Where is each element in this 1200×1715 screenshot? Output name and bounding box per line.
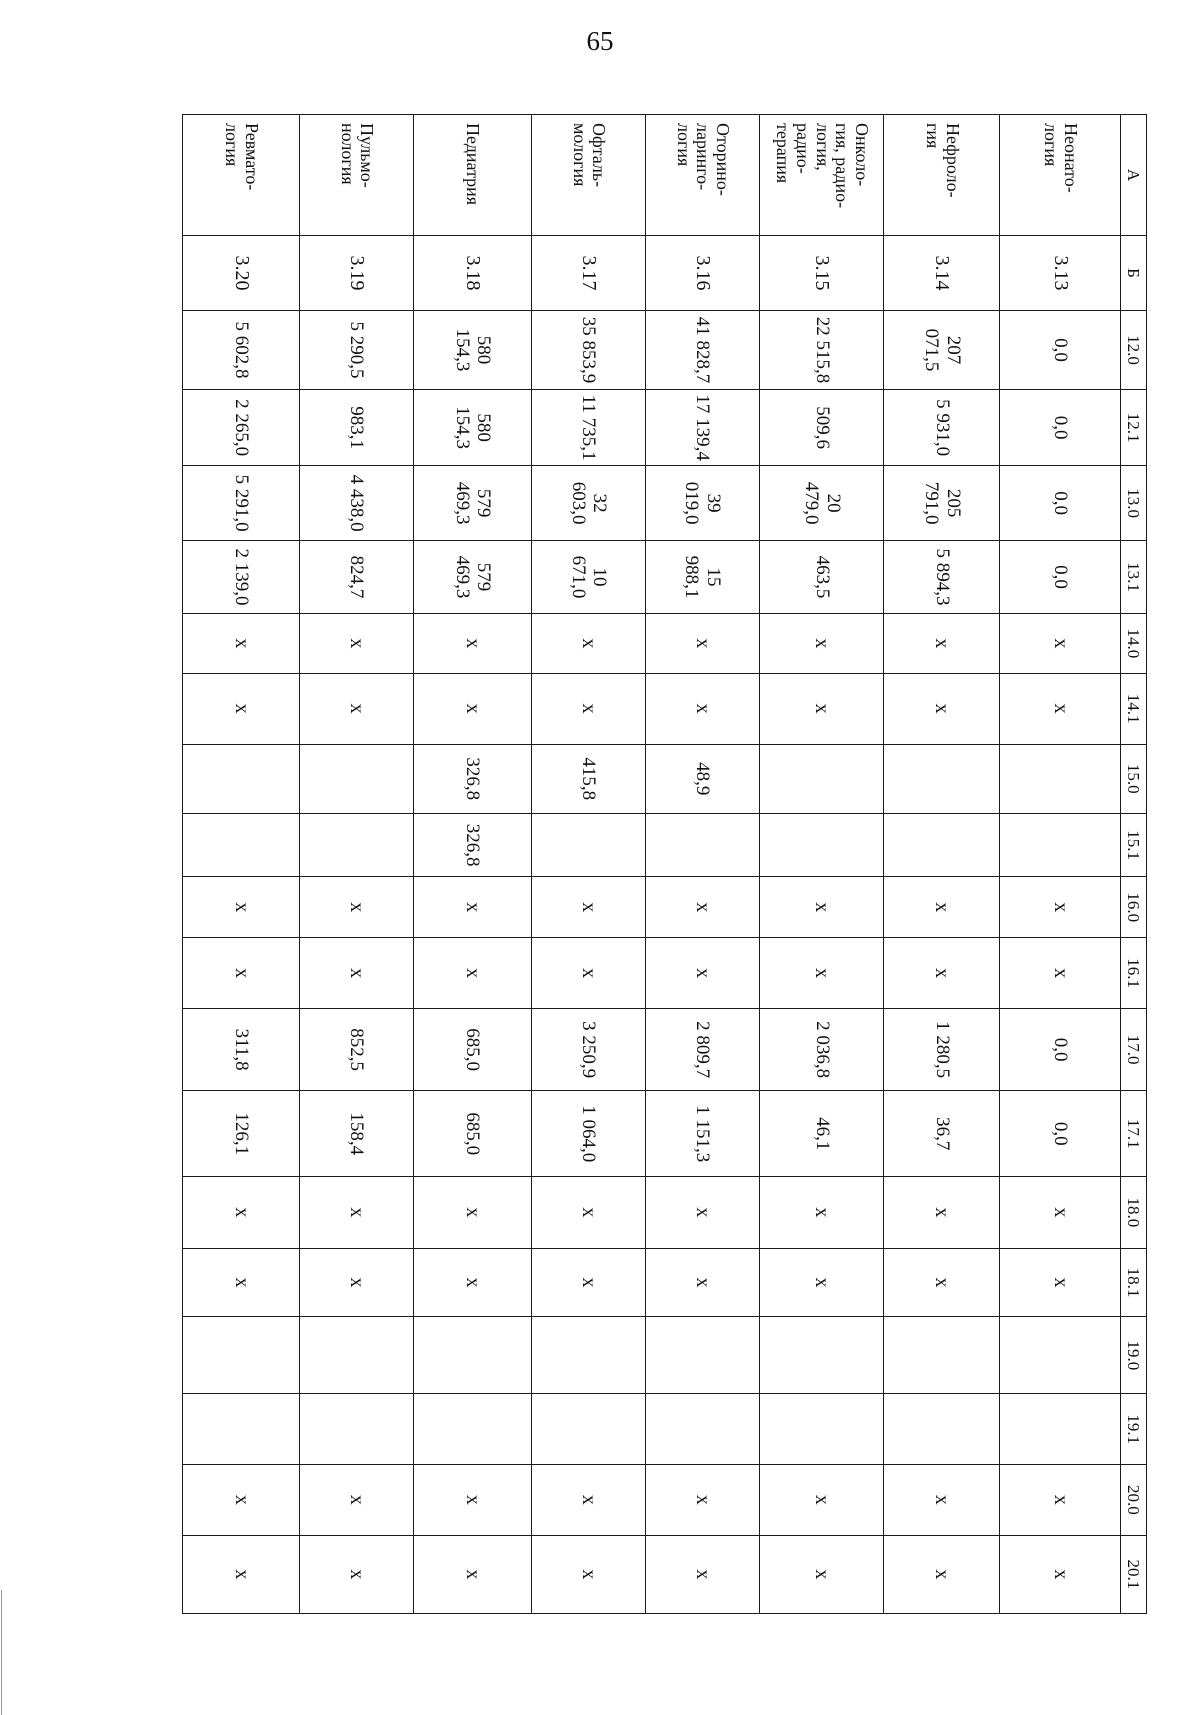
not-applicable-cell: x: [183, 1177, 300, 1249]
value-cell: 0,0: [1000, 541, 1120, 614]
value-cell: 0,0: [1000, 310, 1120, 389]
scan-edge-line: [1, 1590, 2, 1715]
page-number: 65: [586, 26, 614, 56]
specialty-cell: Неонато- логия: [1000, 115, 1120, 236]
table-row: [414, 115, 532, 1614]
not-applicable-cell: x: [532, 613, 646, 673]
value-cell: 685,0: [414, 1091, 532, 1177]
value-cell: 36,7: [884, 1091, 1000, 1177]
value-cell: 48,9: [646, 744, 760, 814]
empty-cell: [300, 814, 414, 877]
empty-cell: [884, 814, 1000, 877]
value-cell: 41 828,7: [646, 310, 760, 389]
row-code-cell: 3.16: [646, 235, 760, 310]
not-applicable-cell: x: [300, 1465, 414, 1536]
empty-cell: [759, 744, 883, 814]
value-cell: 1 064,0: [532, 1091, 646, 1177]
empty-cell: [300, 1394, 414, 1465]
column-header: 16.1: [1120, 938, 1146, 1009]
empty-cell: [532, 1394, 646, 1465]
not-applicable-cell: x: [532, 877, 646, 938]
column-header: 15.0: [1120, 744, 1146, 814]
empty-cell: [300, 744, 414, 814]
specialty-cell: Пульмо- нология: [300, 115, 414, 236]
not-applicable-cell: x: [1000, 1465, 1120, 1536]
not-applicable-cell: x: [884, 1535, 1000, 1613]
value-cell: 5 290,5: [300, 310, 414, 389]
not-applicable-cell: x: [183, 1248, 300, 1317]
empty-cell: [759, 814, 883, 877]
table-row: [183, 115, 300, 1614]
not-applicable-cell: x: [414, 1465, 532, 1536]
value-cell: 2 036,8: [759, 1008, 883, 1090]
value-cell: 2 139,0: [183, 541, 300, 614]
table-row: [646, 115, 760, 1614]
not-applicable-cell: x: [759, 1535, 883, 1613]
not-applicable-cell: x: [300, 1177, 414, 1249]
not-applicable-cell: x: [183, 673, 300, 744]
empty-cell: [759, 1394, 883, 1465]
specialty-cell: Офталь- мология: [532, 115, 646, 236]
table-row: [532, 115, 646, 1614]
value-cell: 579 469,3: [414, 541, 532, 614]
empty-cell: [1000, 814, 1120, 877]
value-cell: 983,1: [300, 390, 414, 466]
row-code-cell: 3.18: [414, 235, 532, 310]
value-cell: 20 479,0: [759, 466, 883, 541]
column-header: 13.1: [1120, 541, 1146, 614]
specialty-cell: Ревмато- логия: [183, 115, 300, 236]
column-header: 12.0: [1120, 310, 1146, 389]
empty-cell: [532, 1317, 646, 1394]
table-wrapper: [182, 114, 1147, 1614]
not-applicable-cell: x: [646, 1465, 760, 1536]
value-cell: 205 791,0: [884, 466, 1000, 541]
value-cell: 5 931,0: [884, 390, 1000, 466]
value-cell: 0,0: [1000, 390, 1120, 466]
row-code-cell: 3.15: [759, 235, 883, 310]
column-header: 12.1: [1120, 390, 1146, 466]
value-cell: 579 469,3: [414, 466, 532, 541]
not-applicable-cell: x: [300, 1248, 414, 1317]
not-applicable-cell: x: [414, 938, 532, 1009]
empty-cell: [300, 1317, 414, 1394]
not-applicable-cell: x: [1000, 613, 1120, 673]
column-header: 16.0: [1120, 877, 1146, 938]
value-cell: 4 438,0: [300, 466, 414, 541]
not-applicable-cell: x: [646, 1177, 760, 1249]
not-applicable-cell: x: [884, 613, 1000, 673]
not-applicable-cell: x: [183, 877, 300, 938]
column-header: 15.1: [1120, 814, 1146, 877]
empty-cell: [532, 814, 646, 877]
value-cell: 126,1: [183, 1091, 300, 1177]
empty-cell: [183, 1394, 300, 1465]
row-code-cell: 3.13: [1000, 235, 1120, 310]
table-row: [759, 115, 883, 1614]
value-cell: 158,4: [300, 1091, 414, 1177]
specialty-cell: Нефроло- гия: [884, 115, 1000, 236]
not-applicable-cell: x: [532, 938, 646, 1009]
column-header: 14.0: [1120, 613, 1146, 673]
empty-cell: [759, 1317, 883, 1394]
value-cell: 46,1: [759, 1091, 883, 1177]
not-applicable-cell: x: [532, 1177, 646, 1249]
table-header-row: [1120, 115, 1146, 1614]
value-cell: 15 988,1: [646, 541, 760, 614]
not-applicable-cell: x: [759, 613, 883, 673]
not-applicable-cell: x: [414, 1248, 532, 1317]
not-applicable-cell: x: [414, 613, 532, 673]
value-cell: 0,0: [1000, 466, 1120, 541]
row-code-cell: 3.20: [183, 235, 300, 310]
not-applicable-cell: x: [414, 1177, 532, 1249]
column-header: 17.0: [1120, 1008, 1146, 1090]
column-header: 17.1: [1120, 1091, 1146, 1177]
empty-cell: [884, 1317, 1000, 1394]
table-row: [300, 115, 414, 1614]
specialty-cell: Педиатрия: [414, 115, 532, 236]
column-header: А: [1120, 115, 1146, 236]
empty-cell: [183, 814, 300, 877]
not-applicable-cell: x: [414, 877, 532, 938]
value-cell: 0,0: [1000, 1091, 1120, 1177]
column-header: 18.0: [1120, 1177, 1146, 1249]
empty-cell: [1000, 1394, 1120, 1465]
row-code-cell: 3.17: [532, 235, 646, 310]
column-header: 14.1: [1120, 673, 1146, 744]
value-cell: 35 853,9: [532, 310, 646, 389]
not-applicable-cell: x: [300, 673, 414, 744]
not-applicable-cell: x: [1000, 1248, 1120, 1317]
value-cell: 326,8: [414, 814, 532, 877]
value-cell: 326,8: [414, 744, 532, 814]
table-row: [1000, 115, 1120, 1614]
not-applicable-cell: x: [759, 877, 883, 938]
not-applicable-cell: x: [759, 673, 883, 744]
value-cell: 2 809,7: [646, 1008, 760, 1090]
value-cell: 17 139,4: [646, 390, 760, 466]
not-applicable-cell: x: [300, 1535, 414, 1613]
value-cell: 5 602,8: [183, 310, 300, 389]
not-applicable-cell: x: [646, 1535, 760, 1613]
specialty-cell: Онколо- гия, радио- логия, радио- терапия: [759, 115, 883, 236]
not-applicable-cell: x: [884, 1177, 1000, 1249]
table-row: [884, 115, 1000, 1614]
not-applicable-cell: x: [300, 938, 414, 1009]
column-header: 19.0: [1120, 1317, 1146, 1394]
not-applicable-cell: x: [1000, 1177, 1120, 1249]
not-applicable-cell: x: [532, 1465, 646, 1536]
value-cell: 580 154,3: [414, 310, 532, 389]
value-cell: 5 894,3: [884, 541, 1000, 614]
value-cell: 39 019,0: [646, 466, 760, 541]
row-code-cell: 3.19: [300, 235, 414, 310]
column-header: 20.0: [1120, 1465, 1146, 1536]
value-cell: 22 515,8: [759, 310, 883, 389]
empty-cell: [884, 1394, 1000, 1465]
not-applicable-cell: x: [414, 673, 532, 744]
column-header: Б: [1120, 235, 1146, 310]
empty-cell: [414, 1317, 532, 1394]
value-cell: 5 291,0: [183, 466, 300, 541]
value-cell: 1 280,5: [884, 1008, 1000, 1090]
value-cell: 415,8: [532, 744, 646, 814]
value-cell: 10 671,0: [532, 541, 646, 614]
not-applicable-cell: x: [300, 613, 414, 673]
not-applicable-cell: x: [1000, 1535, 1120, 1613]
not-applicable-cell: x: [183, 938, 300, 1009]
not-applicable-cell: x: [183, 1465, 300, 1536]
empty-cell: [183, 1317, 300, 1394]
data-table: [182, 114, 1147, 1614]
column-header: 13.0: [1120, 466, 1146, 541]
empty-cell: [884, 744, 1000, 814]
not-applicable-cell: x: [759, 1177, 883, 1249]
value-cell: 3 250,9: [532, 1008, 646, 1090]
value-cell: 685,0: [414, 1008, 532, 1090]
empty-cell: [646, 814, 760, 877]
not-applicable-cell: x: [414, 1535, 532, 1613]
empty-cell: [646, 1317, 760, 1394]
not-applicable-cell: x: [884, 1248, 1000, 1317]
not-applicable-cell: x: [1000, 877, 1120, 938]
column-header: 18.1: [1120, 1248, 1146, 1317]
not-applicable-cell: x: [532, 1248, 646, 1317]
value-cell: 509,6: [759, 390, 883, 466]
value-cell: 2 265,0: [183, 390, 300, 466]
value-cell: 580 154,3: [414, 390, 532, 466]
empty-cell: [1000, 1317, 1120, 1394]
not-applicable-cell: x: [183, 1535, 300, 1613]
not-applicable-cell: x: [646, 938, 760, 1009]
value-cell: 0,0: [1000, 1008, 1120, 1090]
empty-cell: [414, 1394, 532, 1465]
not-applicable-cell: x: [300, 877, 414, 938]
not-applicable-cell: x: [884, 938, 1000, 1009]
not-applicable-cell: x: [759, 1465, 883, 1536]
not-applicable-cell: x: [646, 1248, 760, 1317]
not-applicable-cell: x: [532, 1535, 646, 1613]
column-header: 20.1: [1120, 1535, 1146, 1613]
column-header: 19.1: [1120, 1394, 1146, 1465]
not-applicable-cell: x: [759, 938, 883, 1009]
value-cell: 463,5: [759, 541, 883, 614]
empty-cell: [646, 1394, 760, 1465]
value-cell: 1 151,3: [646, 1091, 760, 1177]
value-cell: 32 603,0: [532, 466, 646, 541]
value-cell: 11 735,1: [532, 390, 646, 466]
empty-cell: [183, 744, 300, 814]
not-applicable-cell: x: [646, 613, 760, 673]
not-applicable-cell: x: [759, 1248, 883, 1317]
value-cell: 311,8: [183, 1008, 300, 1090]
not-applicable-cell: x: [1000, 673, 1120, 744]
row-code-cell: 3.14: [884, 235, 1000, 310]
not-applicable-cell: x: [884, 877, 1000, 938]
not-applicable-cell: x: [646, 877, 760, 938]
not-applicable-cell: x: [884, 1465, 1000, 1536]
specialty-cell: Оторино- ларинго- логия: [646, 115, 760, 236]
not-applicable-cell: x: [1000, 938, 1120, 1009]
not-applicable-cell: x: [884, 673, 1000, 744]
not-applicable-cell: x: [532, 673, 646, 744]
value-cell: 852,5: [300, 1008, 414, 1090]
not-applicable-cell: x: [646, 673, 760, 744]
not-applicable-cell: x: [183, 613, 300, 673]
value-cell: 824,7: [300, 541, 414, 614]
empty-cell: [1000, 744, 1120, 814]
value-cell: 207 071,5: [884, 310, 1000, 389]
